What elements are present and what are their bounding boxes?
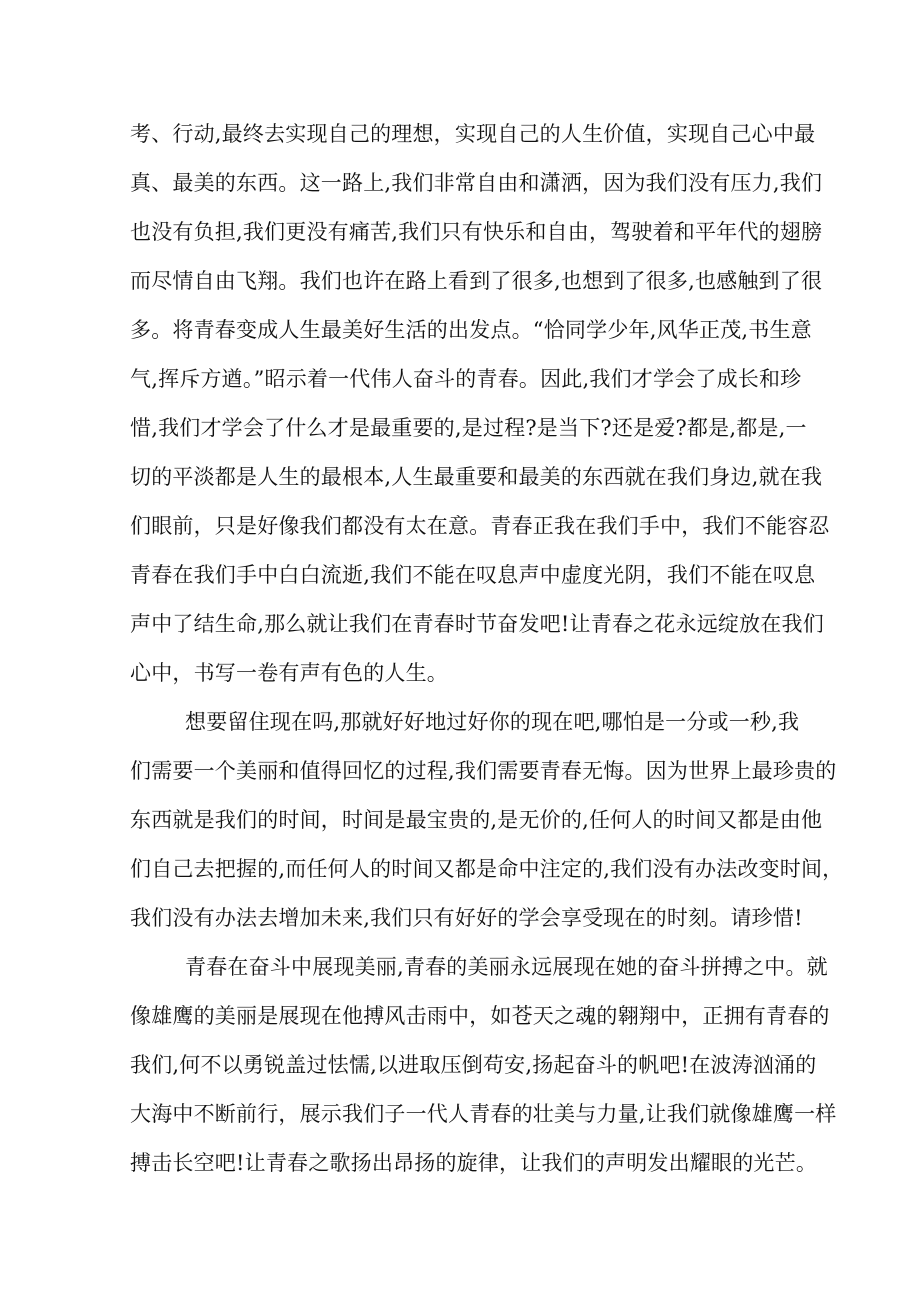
paragraph-1 <box>130 110 830 698</box>
text-line: 青春在我们手中白白流逝,我们不能在叹息声中虚度光阴，我们不能在叹息 <box>130 563 816 587</box>
paragraph-2 <box>130 698 844 943</box>
text-line: 东西就是我们的时间，时间是最宝贵的,是无价的,任何人的时间又都是由他 <box>130 808 823 832</box>
text-line: 想要留住现在吗,那就好好地过好你的现在吧,哪怕是一分或一秒,我 <box>185 710 800 734</box>
text-line: 大海中不断前行，展示我们子一代人青春的壮美与力量,让我们就像雄鹰一样 <box>130 1102 837 1126</box>
text-line: 也没有负担,我们更没有痛苦,我们只有快乐和自由，驾驶着和平年代的翅膀 <box>130 220 823 244</box>
text-line: 心中，书写一卷有声有色的人生。 <box>130 661 448 685</box>
paragraph-3 <box>130 943 837 1188</box>
text-line: 多。将青春变成人生最美好生活的出发点。“恰同学少年,风华正茂,书生意 <box>130 318 812 342</box>
text-line: 惜,我们才学会了什么才是最重要的,是过程?是当下?还是爱?都是,都是,一 <box>130 416 807 440</box>
text-line: 声中了结生命,那么就让我们在青春时节奋发吧!让青春之花永远绽放在我们 <box>130 612 824 636</box>
text-line: 考、行动,最终去实现自己的理想，实现自己的人生价值，实现自己心中最 <box>130 122 816 146</box>
text-line: 们需要一个美丽和值得回忆的过程,我们需要青春无悔。因为世界上最珍贵的 <box>130 759 837 783</box>
text-line: 我们,何不以勇锐盖过怯懦,以进取压倒苟安,扬起奋斗的帆吧!在波涛汹涌的 <box>130 1053 817 1077</box>
text-line: 们眼前，只是好像我们都没有太在意。青春正我在我们手中，我们不能容忍 <box>130 514 830 538</box>
text-line: 像雄鹰的美丽是展现在他搏风击雨中，如苍天之魂的翱翔中，正拥有青春的 <box>130 1004 830 1028</box>
text-line: 们自己去把握的,而任何人的时间又都是命中注定的,我们没有办法改变时间， <box>130 857 844 881</box>
text-line: 我们没有办法去增加未来,我们只有好好的学会享受现在的时刻。请珍惜! <box>130 906 803 930</box>
text-line: 青春在奋斗中展现美丽,青春的美丽永远展现在她的奋斗拼搏之中。就 <box>185 955 828 979</box>
text-line: 真、最美的东西。这一路上,我们非常自由和潇洒，因为我们没有压力,我们 <box>130 171 823 195</box>
document-body <box>130 110 844 1188</box>
text-line: 切的平淡都是人生的最根本,人生最重要和最美的东西就在我们身边,就在我 <box>130 465 823 489</box>
text-line: 而尽情自由飞翔。我们也许在路上看到了很多,也想到了很多,也感触到了很 <box>130 269 823 293</box>
text-line: 搏击长空吧!让青春之歌扬出昂扬的旋律，让我们的声明发出耀眼的光芒。 <box>130 1151 818 1175</box>
text-line: 气,挥斥方遒。”昭示着一代伟人奋斗的青春。因此,我们才学会了成长和珍 <box>130 367 802 391</box>
